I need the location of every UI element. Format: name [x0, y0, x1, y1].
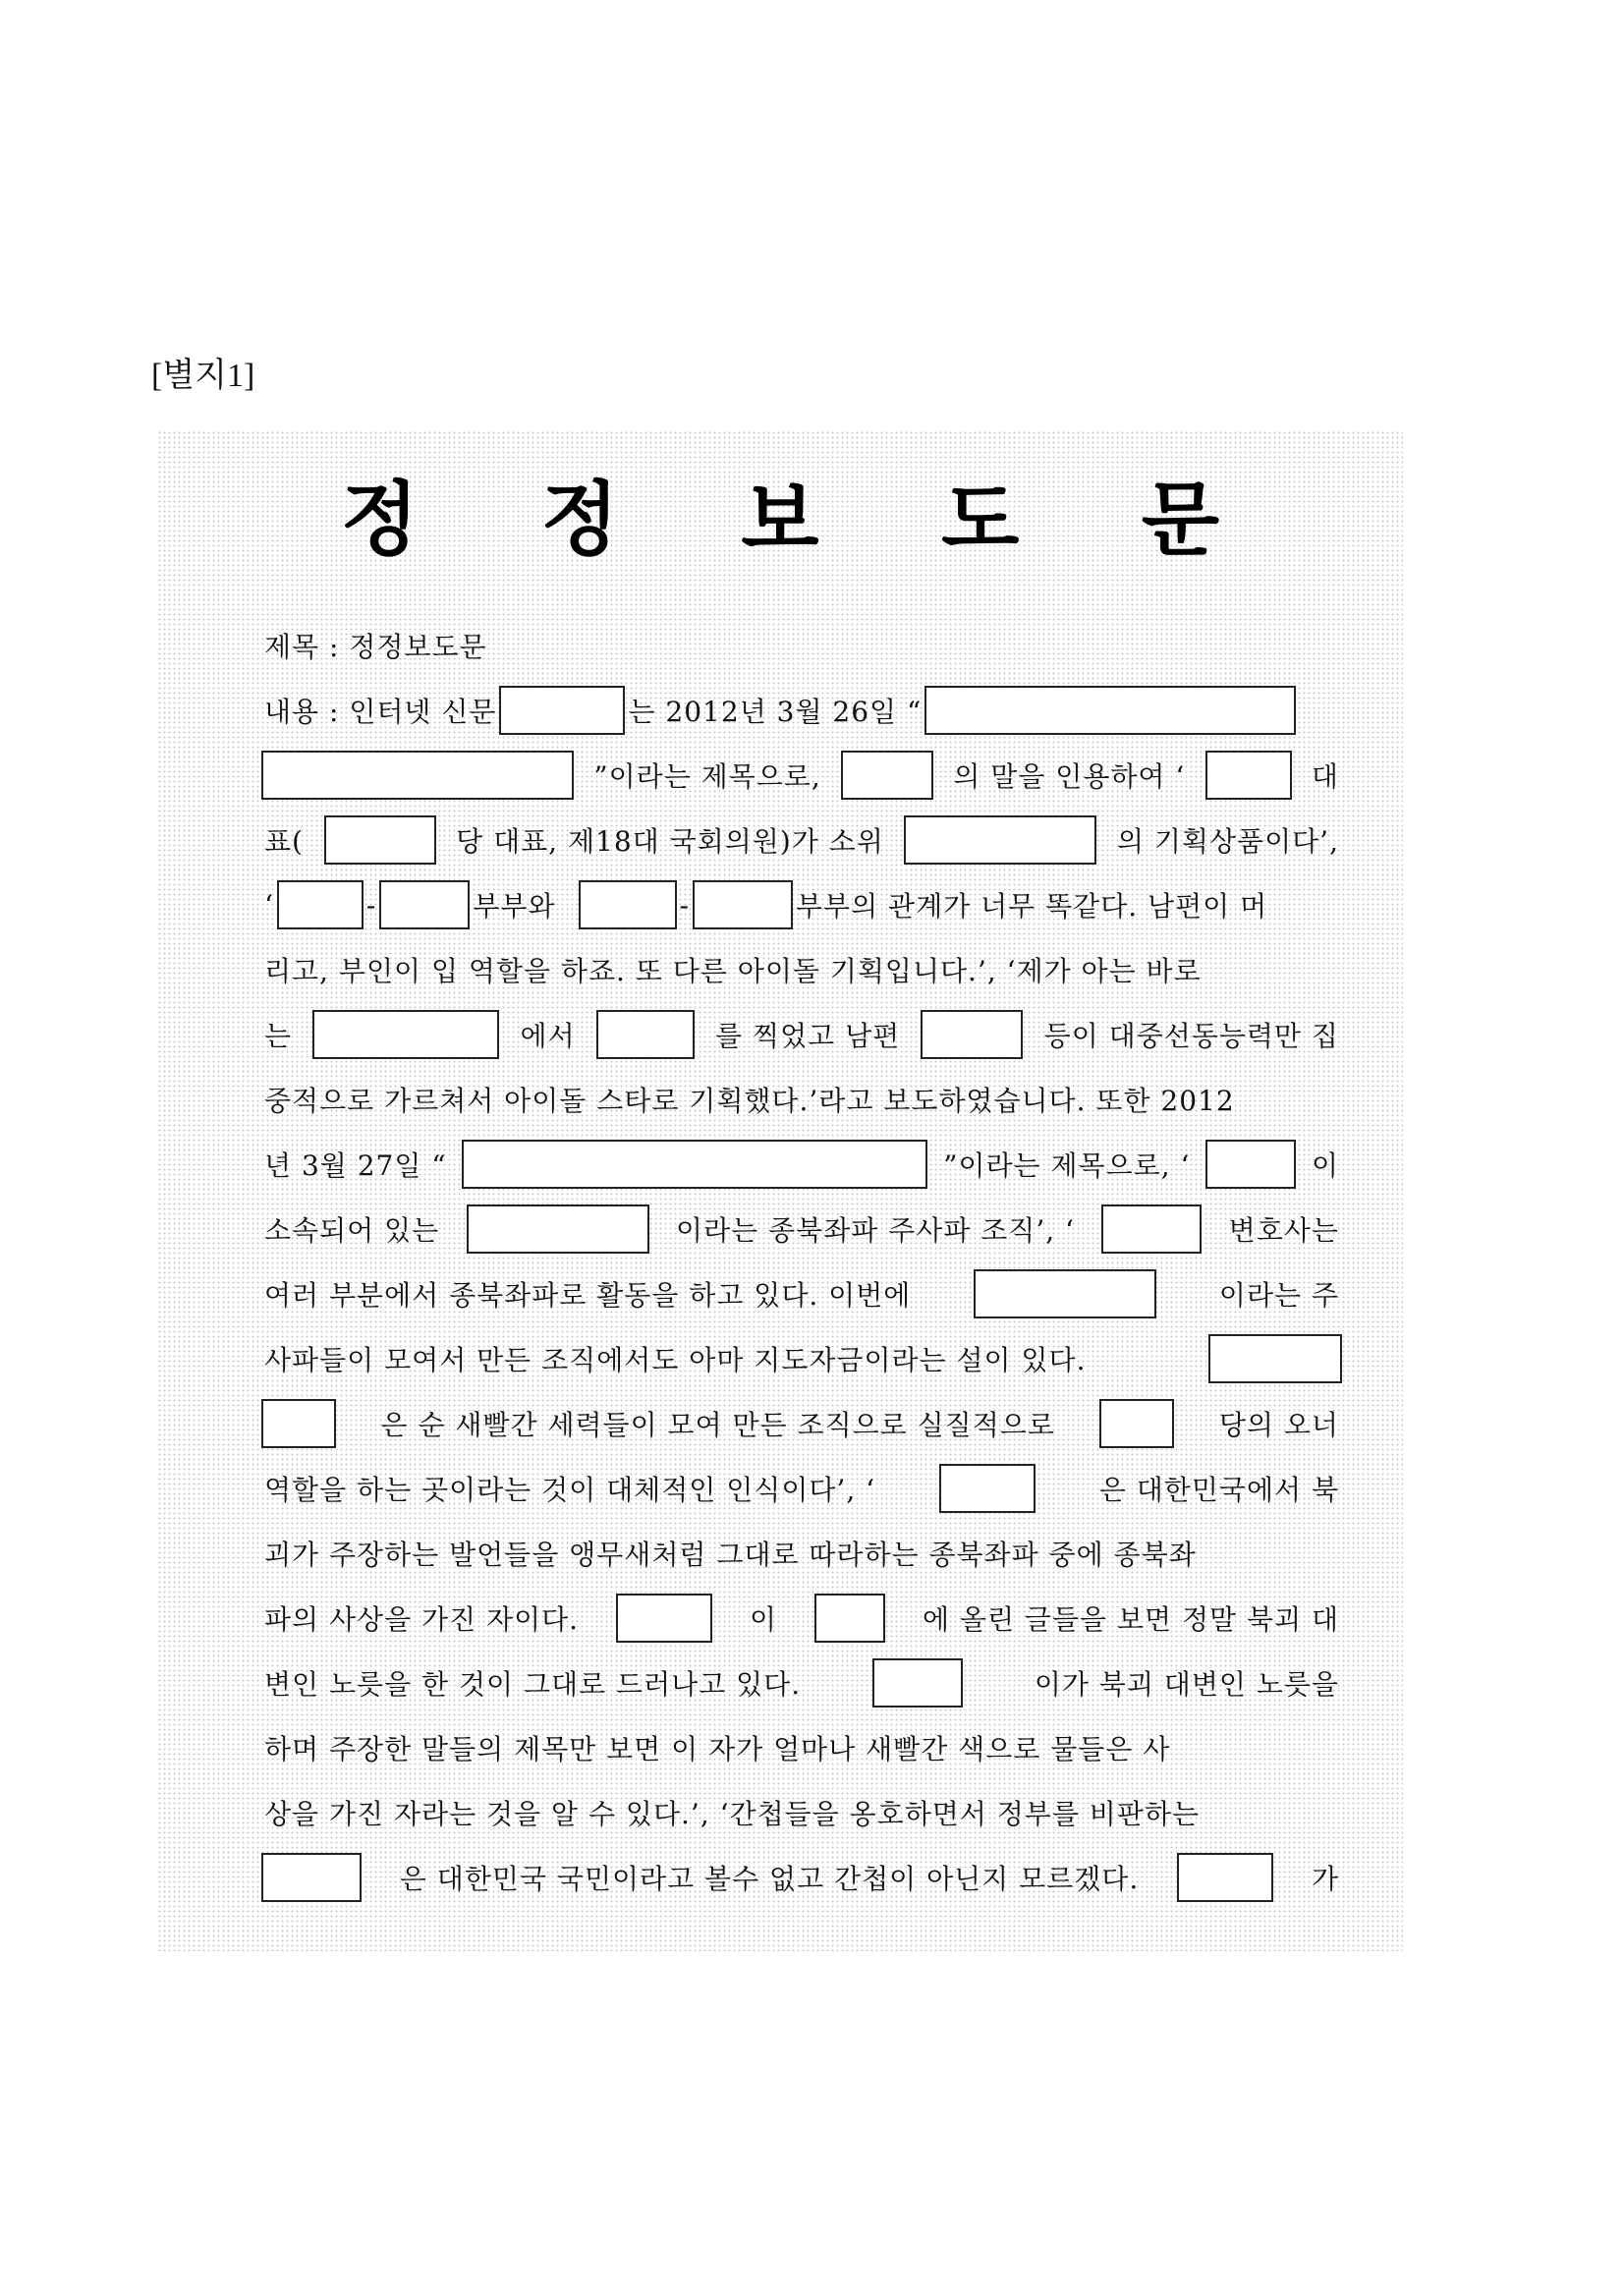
text-segment: 이라는 주	[1218, 1279, 1339, 1312]
text-segment: 는	[264, 1020, 293, 1052]
redaction-box	[324, 815, 436, 865]
text-segment: 이	[1311, 1149, 1339, 1182]
text-segment: ‘	[264, 888, 274, 922]
text-line	[261, 1586, 1342, 1651]
text-line	[261, 1780, 1342, 1845]
text-line	[261, 1002, 1342, 1067]
text-line	[261, 872, 1342, 937]
redaction-box	[312, 1010, 499, 1059]
text-segment: 파의 사상을 가진 자이다.	[264, 1603, 580, 1636]
redaction-box	[904, 815, 1096, 865]
redaction-box	[693, 880, 793, 929]
redaction-box	[814, 1594, 885, 1643]
text-segment: 상을 가진 자라는 것을 알 수 있다.’, ‘간첩들을 옹호하면서 정부를 비판하는	[264, 1798, 1201, 1830]
attachment-label: [별지1]	[151, 358, 255, 394]
text-segment: 이가 북괴 대변인 노릇을	[1034, 1668, 1339, 1701]
text-segment: 은 대한민국에서 북	[1098, 1474, 1339, 1506]
redaction-box	[467, 1204, 649, 1254]
text-line	[261, 808, 1342, 872]
text-line	[261, 1261, 1342, 1326]
text-segment: 표(	[264, 825, 304, 858]
redaction-box	[841, 751, 933, 800]
redaction-box	[974, 1269, 1156, 1318]
text-segment: 내용 : 인터넷 신문	[264, 696, 497, 728]
text-segment: 의 기획상품이다’,	[1116, 825, 1339, 858]
redaction-box	[939, 1464, 1036, 1513]
redaction-box	[379, 880, 470, 929]
text-line	[261, 1132, 1342, 1197]
text-line	[261, 678, 1342, 743]
text-segment: 가	[1311, 1863, 1339, 1895]
text-segment: -	[679, 888, 690, 922]
text-line	[261, 1067, 1342, 1132]
redaction-box	[261, 1399, 336, 1448]
redaction-box	[1205, 1140, 1296, 1189]
text-segment: -	[365, 888, 377, 922]
text-line	[261, 1845, 1342, 1910]
text-line	[261, 743, 1342, 808]
text-segment: 를 찍었고 남편	[715, 1020, 901, 1052]
text-segment: 소속되어 있는	[264, 1214, 440, 1247]
text-segment: 는 2012년 3월 26일 “	[628, 696, 923, 728]
text-line	[261, 1391, 1342, 1456]
text-segment: 변인 노릇을 한 것이 그대로 드러나고 있다.	[264, 1668, 802, 1701]
redaction-box	[924, 686, 1296, 735]
notice-body	[261, 613, 1342, 1910]
text-line	[261, 1197, 1342, 1261]
text-line	[261, 937, 1342, 1002]
text-segment: 의 말을 인용하여 ‘	[953, 760, 1186, 793]
text-segment: 부부의 관계가 너무 똑같다. 남편이 머	[796, 890, 1268, 923]
text-line	[261, 1715, 1342, 1780]
text-segment: 이	[750, 1603, 778, 1636]
text-segment: 중적으로 가르쳐서 아이돌 스타로 기획했다.’라고 보도하였습니다. 또한 2012	[264, 1085, 1235, 1117]
redaction-box	[277, 880, 364, 929]
redaction-box	[579, 880, 677, 929]
text-segment: 이라는 종북좌파 주사파 조직’, ‘	[676, 1214, 1075, 1247]
text-segment: 역할을 하는 곳이라는 것이 대체적인 인식이다’, ‘	[264, 1474, 876, 1506]
notice-title: 정 정 보 도 문	[340, 474, 1267, 567]
text-line	[261, 1521, 1342, 1586]
redaction-box	[1208, 1334, 1342, 1383]
redaction-box	[261, 1853, 362, 1902]
redaction-box	[872, 1658, 963, 1708]
text-segment: 여러 부분에서 종북좌파로 활동을 하고 있다. 이번에	[264, 1279, 912, 1312]
redaction-box	[596, 1010, 695, 1059]
text-segment: ”이라는 제목으로, ‘	[943, 1149, 1191, 1182]
text-segment: 제목 : 정정보도문	[264, 631, 487, 663]
text-segment: 은 순 새빨간 세력들이 모여 만든 조직으로 실질적으로	[380, 1409, 1055, 1441]
text-segment: 대	[1311, 760, 1339, 793]
correction-notice-panel	[157, 430, 1403, 1951]
text-line	[261, 1326, 1342, 1391]
text-segment: 하며 주장한 말들의 제목만 보면 이 자가 얼마나 새빨간 색으로 물들은 사	[264, 1733, 1171, 1765]
text-segment: 사파들이 모여서 만든 조직에서도 아마 지도자금이라는 설이 있다.	[264, 1344, 1087, 1376]
text-segment: 당의 오너	[1218, 1409, 1339, 1441]
text-segment: 에서	[520, 1020, 576, 1052]
text-segment: 은 대한민국 국민이라고 볼수 없고 간첩이 아닌지 모르겠다.	[399, 1863, 1140, 1895]
redaction-box	[1205, 751, 1292, 800]
text-segment: 에 올린 글들을 보면 정말 북괴 대	[922, 1603, 1339, 1636]
text-segment: 변호사는	[1228, 1214, 1339, 1247]
redaction-box	[499, 686, 625, 735]
redaction-box	[1101, 1204, 1202, 1254]
text-segment: ”이라는 제목으로,	[593, 760, 821, 793]
redaction-box	[1099, 1399, 1174, 1448]
redaction-box	[921, 1010, 1023, 1059]
text-segment: 당 대표, 제18대 국회의원)가 소위	[456, 825, 884, 858]
text-line	[261, 613, 1342, 678]
text-line	[261, 1651, 1342, 1715]
redaction-box	[616, 1594, 712, 1643]
redaction-box	[261, 751, 574, 800]
redaction-box	[1177, 1853, 1273, 1902]
text-line	[261, 1456, 1342, 1521]
text-segment: 부부와	[473, 890, 556, 923]
text-segment: 리고, 부인이 입 역할을 하죠. 또 다른 아이돌 기획입니다.’, ‘제가 아는 바로	[264, 955, 1202, 987]
text-segment: 괴가 주장하는 발언들을 앵무새처럼 그대로 따라하는 종북좌파 중에 종북좌	[264, 1539, 1197, 1571]
text-segment: 년 3월 27일 “	[264, 1149, 447, 1182]
redaction-box	[462, 1140, 927, 1189]
text-segment: 등이 대중선동능력만 집	[1043, 1020, 1339, 1052]
